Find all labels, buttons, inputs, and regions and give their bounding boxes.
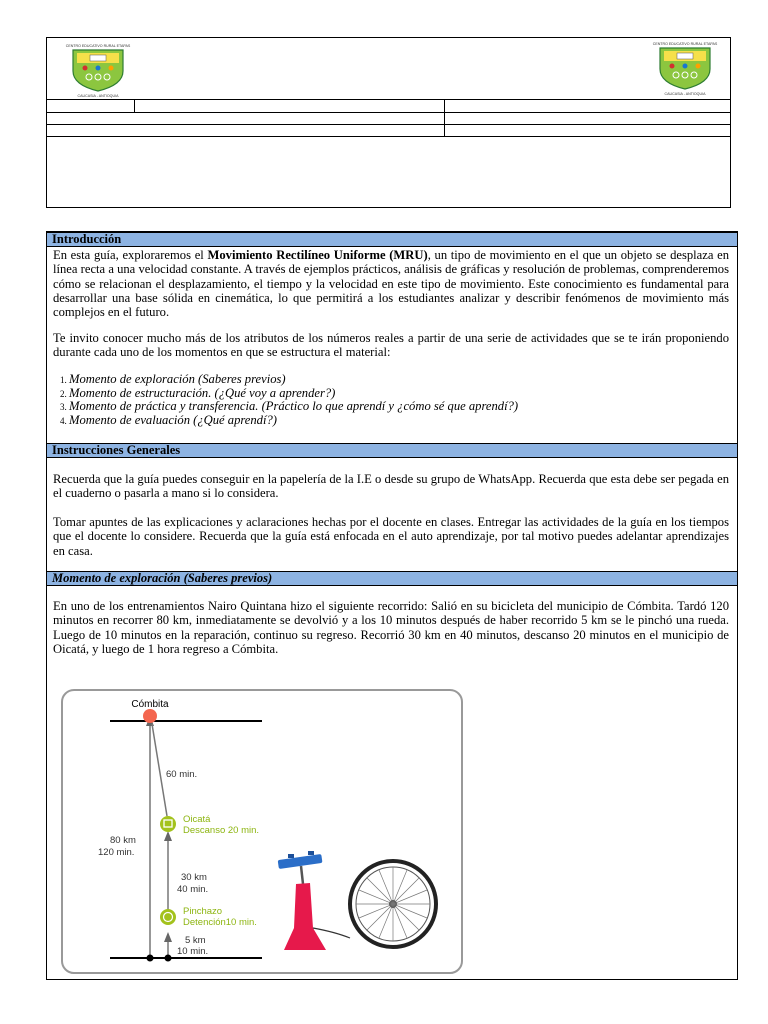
logo-caption: CAUCASIA - ANTIOQUIA — [77, 94, 119, 98]
origin-dot — [165, 955, 172, 962]
book-icon — [90, 55, 106, 61]
bike-wheel-icon — [350, 861, 436, 947]
segment-40min-label: 40 min. — [177, 884, 209, 895]
header-divider — [47, 99, 730, 100]
oicata-label: Oicatá — [183, 814, 211, 825]
section-header-exploration: Momento de exploración (Saberes previos) — [47, 571, 737, 586]
intro-text: En esta guía, exploraremos el — [53, 248, 208, 262]
intro-paragraph-2: Te invito conocer mucho más de los atributos de los números reales a partir de una serie de actividades que se te irán proponiendo durante cada uno de los momentos en que se estructura el material: — [53, 331, 729, 360]
instructions-paragraph-1: Recuerda que la guía puedes conseguir en la papelería de la I.E o desde su grupo de WhatsApp. Recuerda que esta debe ser pegada en el cuaderno o pasarla a mano si lo considera. — [53, 472, 729, 501]
list-item: 4. Momento de evaluación (¿Qué aprendí?) — [69, 414, 518, 428]
book-icon — [677, 53, 693, 59]
combita-marker-icon — [143, 709, 157, 723]
segment-30km-label: 30 km — [181, 872, 207, 883]
moments-list — [53, 373, 518, 427]
logo-banner-text: CENTRO EDUCATIVO RURAL ETAPAS — [65, 44, 131, 48]
origin-dot — [147, 955, 154, 962]
list-item: 2. Momento de estructuración. (¿Qué voy a aprender?) — [69, 387, 518, 401]
header-cell-divider — [444, 99, 445, 136]
section-header-intro: Introducción — [47, 232, 737, 247]
emblem-dot — [83, 66, 88, 71]
intro-bold-term: Movimiento Rectilíneo Uniforme (MRU) — [207, 248, 428, 262]
school-logo-left — [63, 41, 133, 99]
segment-10min-label: 10 min. — [177, 946, 209, 957]
list-item: 1. Momento de exploración (Saberes previos) — [69, 373, 518, 387]
school-logo-right — [650, 39, 720, 97]
logo-banner-text: CENTRO EDUCATIVO RURAL ETAPAS — [652, 42, 718, 46]
logo-caption: CAUCASIA - ANTIOQUIA — [664, 92, 706, 96]
diagram-frame — [62, 690, 462, 973]
emblem-dot — [109, 66, 114, 71]
exploration-paragraph: En uno de los entrenamientos Nairo Quintana hizo el siguiente recorrido: Salió en su bicicleta del municipio de Cómbita. Tardó 120 minutos en recorrer 80 km, inmediatamente se devolvió y a los 10 minutos después de haber recorrido 5 km se le pinchó una rueda. Luego de 10 minutos en la reparación, continuo su regreso. Recorrió 30 km en 40 minutos, descanso 20 minutos en el municipio de Oicatá, y luego de 1 hora regreso a Cómbita. — [53, 599, 729, 656]
segment-60min-label: 60 min. — [166, 769, 198, 780]
oicata-rest-label: Descanso 20 min. — [183, 825, 260, 836]
guide-content — [46, 231, 738, 980]
puncture-stop-label: Detención10 min. — [183, 917, 257, 928]
intro-text: , un tipo de movimiento en el que un objeto se desplaza en línea recta a una velocidad constante. A través de ejemplos prácticos, análisis de gráficas y resolución de problemas, comprenderemos cómo se relacionan el desplazamiento, el tiempo y la velocidad en este tipo de movimiento. Este conocimiento es fundamental para desarrollar una base sólida en cinemática, lo que permitirá a los estudiantes analizar y describir fenómenos de movimiento más complejos en el futuro. — [53, 248, 730, 320]
list-item: 3. Momento de práctica y transferencia. (Práctico lo que aprendí y ¿cómo sé que aprendí?) — [69, 400, 518, 414]
segment-5km-label: 5 km — [185, 935, 206, 946]
header-cell-divider — [134, 99, 135, 112]
puncture-stop-icon — [160, 909, 176, 925]
header-table — [46, 37, 731, 208]
puncture-label: Pinchazo — [183, 906, 223, 917]
combita-label: Cómbita — [131, 699, 169, 710]
instructions-paragraph-2: Tomar apuntes de las explicaciones y aclaraciones hechas por el docente en clases. Entregar las actividades de la guía en los tiempos que el docente lo considere. Recuerda que la guía está enfocada en el auto aprendizaje, por tal motivo puedes adelantar aprendizajes en casa. — [53, 515, 729, 558]
route-diagram — [60, 688, 464, 975]
emblem-dot — [96, 66, 101, 71]
header-divider — [47, 112, 730, 113]
emblem-dot — [670, 64, 675, 69]
total-min-label: 120 min. — [98, 847, 135, 858]
emblem-dot — [683, 64, 688, 69]
section-header-instructions: Instrucciones Generales — [47, 443, 737, 458]
intro-paragraph — [53, 248, 729, 319]
rest-stop-icon — [160, 816, 176, 832]
header-divider — [47, 124, 730, 125]
total-km-label: 80 km — [110, 835, 136, 846]
header-divider — [47, 136, 730, 137]
emblem-dot — [696, 64, 701, 69]
